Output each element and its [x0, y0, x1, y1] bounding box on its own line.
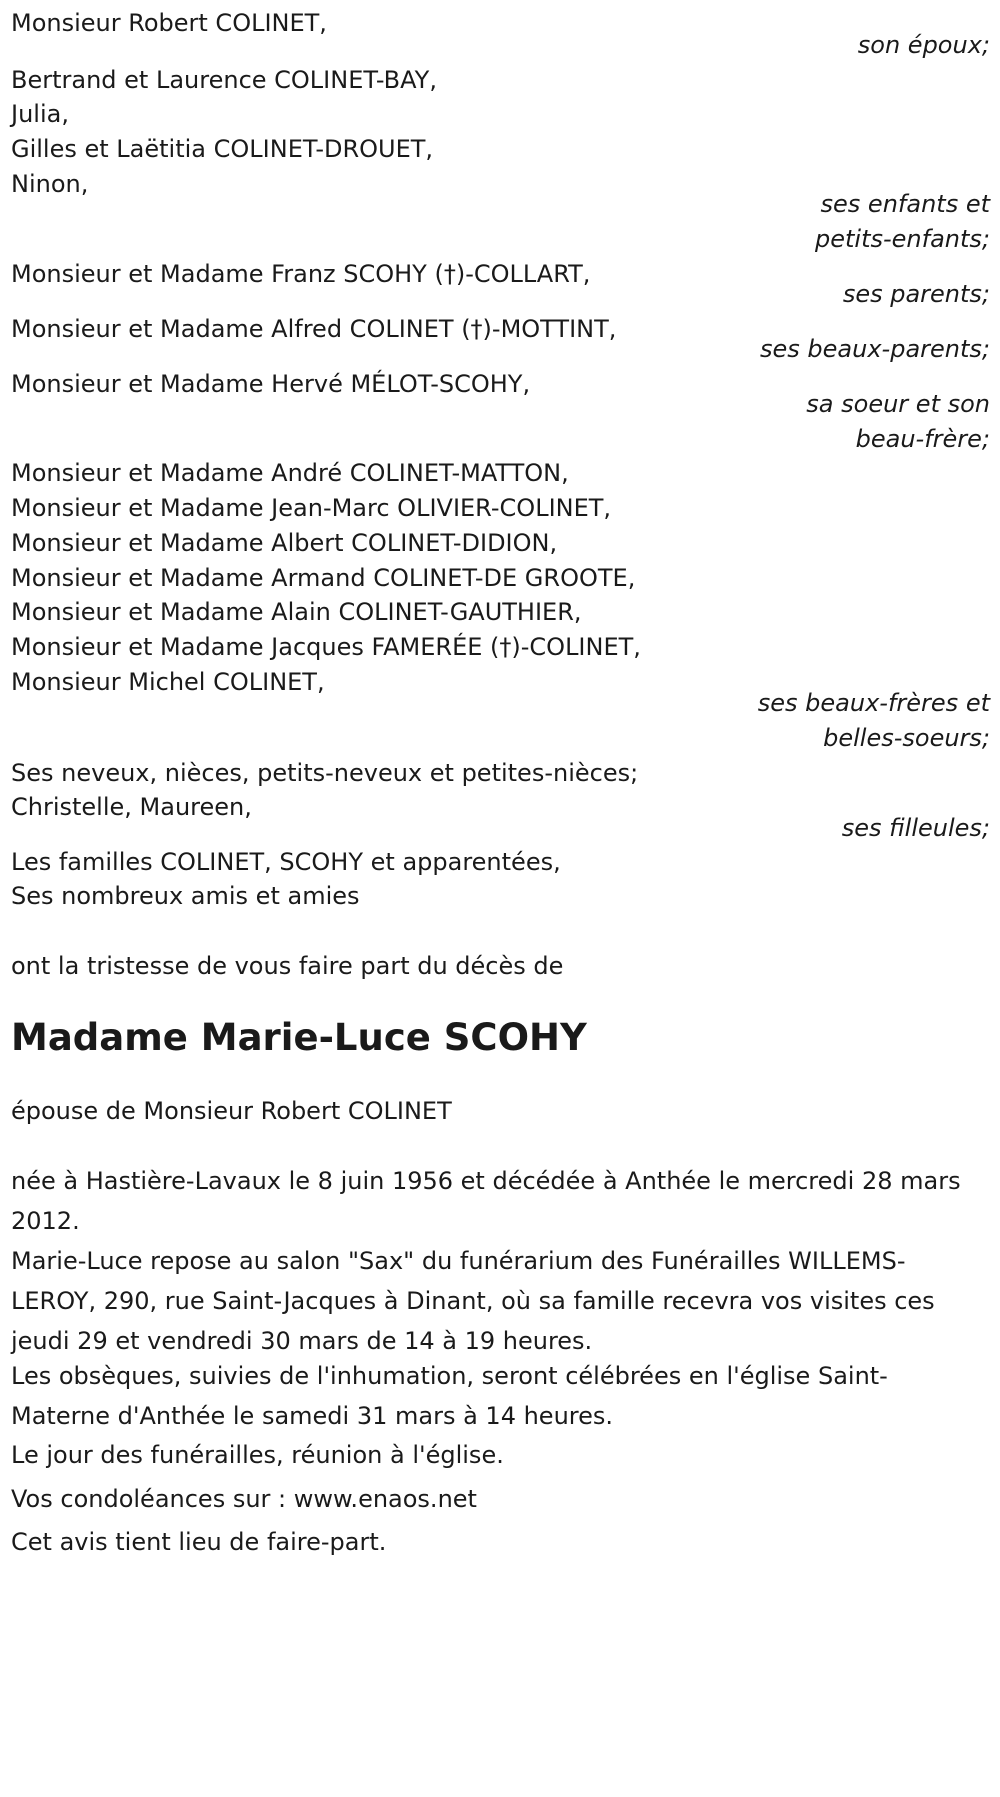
spouse-line: épouse de Monsieur Robert COLINET	[11, 1097, 452, 1125]
family-line-in-law-3: Monsieur et Madame Albert COLINET-DIDION,	[11, 529, 558, 557]
meeting-paragraph: Le jour des funérailles, réunion à l'église.	[11, 1441, 504, 1469]
family-line-nephews: Ses neveux, nièces, petits-neveux et petites-nièces;	[11, 759, 639, 787]
deceased-name: Madame Marie-Luce SCOHY	[11, 1016, 587, 1059]
relation-goddaughters: ses filleules;	[841, 814, 990, 842]
family-line-in-law-6: Monsieur et Madame Jacques FAMERÉE (†)-COLINET,	[11, 633, 641, 661]
announcement-text: ont la tristesse de vous faire part du décès de	[11, 952, 564, 980]
family-line-in-law-4: Monsieur et Madame Armand COLINET-DE GROOTE,	[11, 564, 636, 592]
family-line-friends: Ses nombreux amis et amies	[11, 882, 360, 910]
relation-sister-2: beau-frère;	[855, 425, 990, 453]
family-line-in-law-2: Monsieur et Madame Jean-Marc OLIVIER-COLINET,	[11, 494, 612, 522]
family-line-sister: Monsieur et Madame Hervé MÉLOT-SCOHY,	[11, 370, 531, 398]
relation-parents: ses parents;	[842, 280, 990, 308]
relation-children-2: petits-enfants;	[815, 225, 990, 253]
family-line-parents-in-law: Monsieur et Madame Alfred COLINET (†)-MOTTINT,	[11, 315, 617, 343]
family-line-in-law-1: Monsieur et Madame André COLINET-MATTON,	[11, 459, 569, 487]
relation-in-laws-2: belles-soeurs;	[823, 724, 990, 752]
family-line-child-2: Gilles et Laëtitia COLINET-DROUET,	[11, 135, 434, 163]
family-line-in-law-7: Monsieur Michel COLINET,	[11, 668, 325, 696]
family-line-in-law-5: Monsieur et Madame Alain COLINET-GAUTHIER,	[11, 598, 582, 626]
relation-in-laws-1: ses beaux-frères et	[757, 689, 990, 717]
condolences-paragraph: Vos condoléances sur : www.enaos.net	[11, 1485, 477, 1513]
family-line-child-1: Bertrand et Laurence COLINET-BAY,	[11, 66, 437, 94]
funeral-paragraph: Les obsèques, suivies de l'inhumation, seront célébrées en l'église Saint-Materne d'Anthée le samedi 31 mars à 14 heures.	[11, 1362, 888, 1430]
relation-children-1: ses enfants et	[820, 190, 990, 218]
family-line-parents: Monsieur et Madame Franz SCOHY (†)-COLLART,	[11, 260, 591, 288]
family-line-families: Les familles COLINET, SCOHY et apparentées,	[11, 848, 561, 876]
family-line-grandchild-1: Julia,	[11, 100, 69, 128]
notice-paragraph: Cet avis tient lieu de faire-part.	[11, 1528, 387, 1556]
visitation-paragraph: Marie-Luce repose au salon "Sax" du funérarium des Funérailles WILLEMS-LEROY, 290, rue Saint-Jacques à Dinant, où sa famille recevra vos visites ces jeudi 29 et vendredi 30 mars de 14 à 19 heures.	[11, 1247, 935, 1355]
family-line-spouse: Monsieur Robert COLINET,	[11, 9, 327, 37]
family-line-goddaughters: Christelle, Maureen,	[11, 793, 252, 821]
relation-parents-in-law: ses beaux-parents;	[760, 335, 990, 363]
relation-spouse: son époux;	[857, 31, 990, 59]
relation-sister-1: sa soeur et son	[806, 390, 990, 418]
birth-death-paragraph: née à Hastière-Lavaux le 8 juin 1956 et décédée à Anthée le mercredi 28 mars 2012.	[11, 1167, 961, 1235]
family-line-grandchild-2: Ninon,	[11, 170, 89, 198]
